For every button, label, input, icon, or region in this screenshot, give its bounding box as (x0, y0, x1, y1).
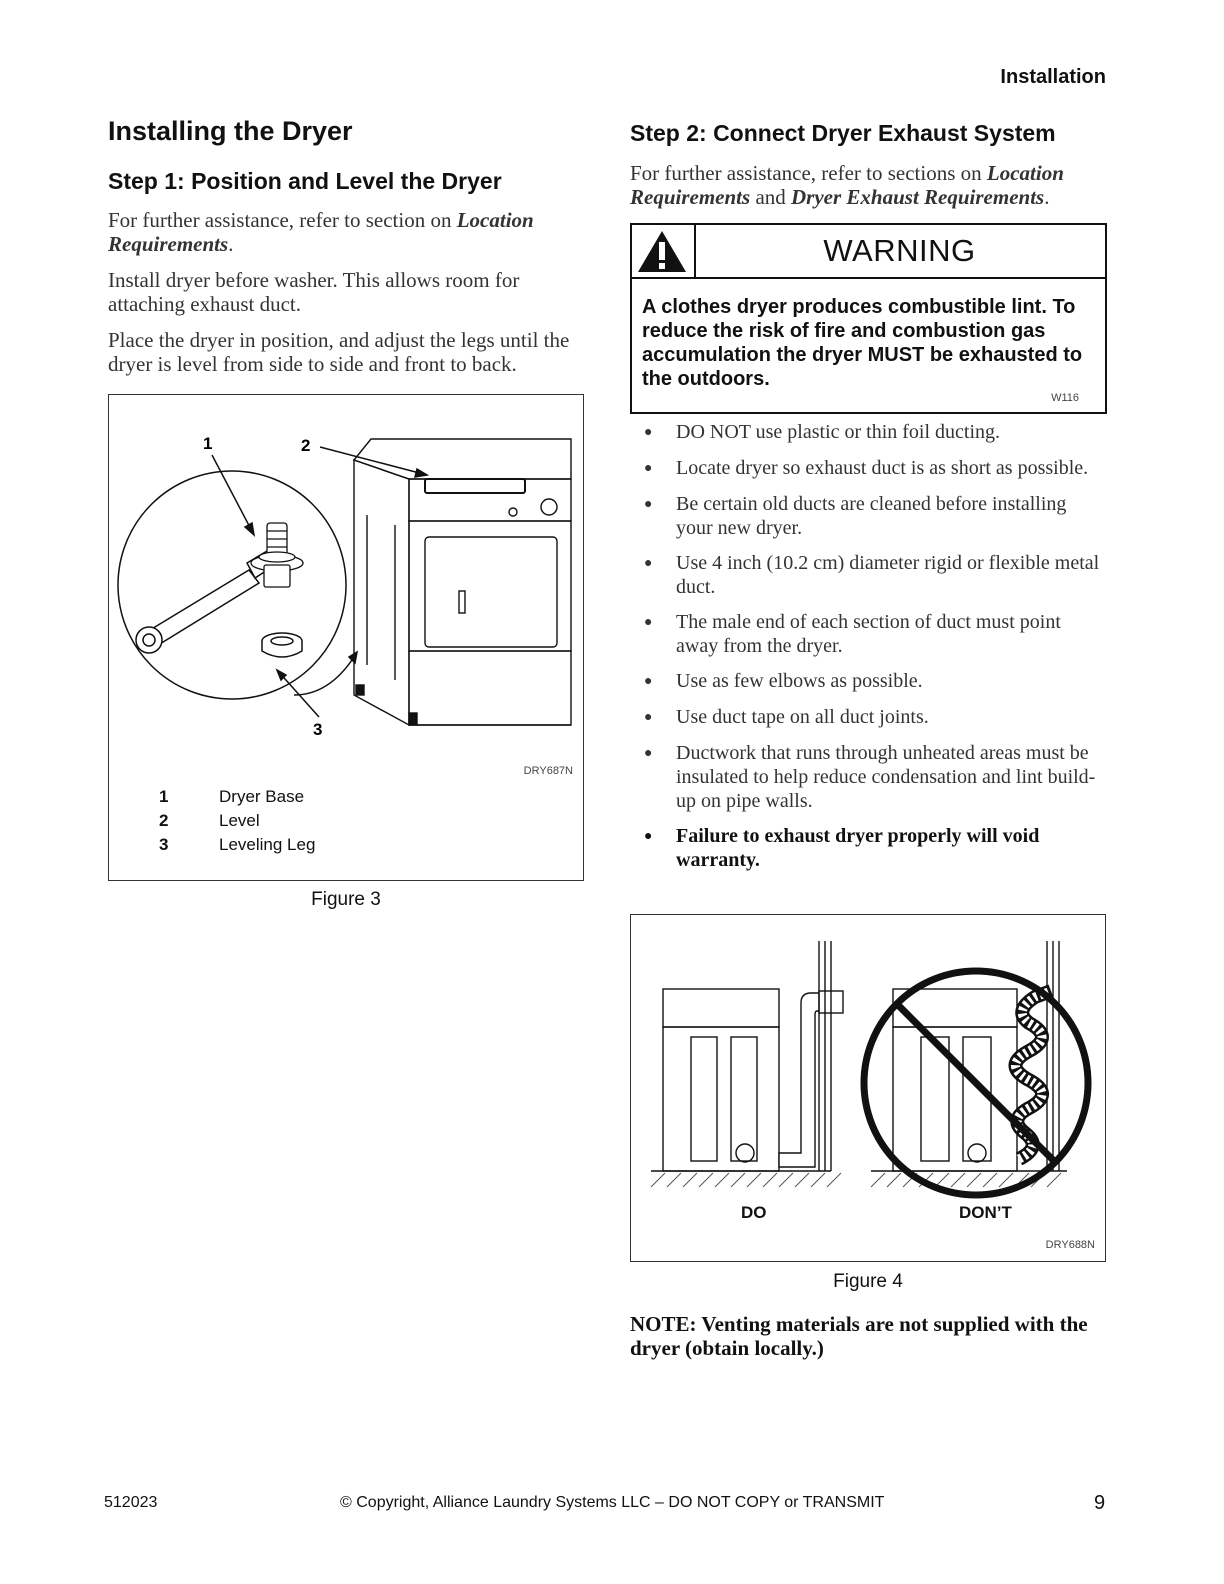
list-item-text: Failure to exhaust dryer properly will void warranty. (676, 825, 1040, 871)
leveling-leg-icon (251, 523, 303, 587)
legend-label: Leveling Leg (219, 835, 316, 854)
step2-intro (630, 161, 1100, 209)
list-item-text: Ductwork that runs through unheated areas must be insulated to help reduce condensation and lint build-up on pipe walls. (676, 742, 1096, 812)
dryer-leveling-illustration (109, 395, 583, 755)
list-item (644, 741, 1106, 813)
figure-4-caption: Figure 4 (833, 1271, 903, 1292)
list-item-text: Use as few elbows as possible. (676, 670, 923, 692)
list-item-text: Be certain old ducts are cleaned before installing your new dryer. (676, 493, 1067, 539)
dont-label: DON’T (959, 1203, 1012, 1222)
figure-3-legend (109, 785, 579, 857)
warning-code: W116 (1051, 392, 1079, 404)
legend-label: Dryer Base (219, 787, 305, 806)
list-item-text: Locate dryer so exhaust duct is as short as possible. (676, 457, 1089, 479)
step1-p1-end: . (228, 232, 234, 256)
callout-2-label: 2 (301, 436, 311, 455)
step2-intro-text: For further assistance, refer to sections on (630, 161, 987, 185)
location-requirements-ref[interactable]: Location Requirements (630, 161, 1064, 209)
list-item (644, 669, 1106, 694)
legend-number: 2 (159, 811, 169, 830)
figure-4-box (630, 914, 1106, 1262)
do-rigid-duct (779, 941, 843, 1171)
bullet-icon: ● (644, 674, 653, 689)
foot-pad-icon (262, 633, 302, 657)
duct-requirements-list (644, 420, 1106, 883)
list-item (644, 610, 1106, 658)
step1-paragraph-3: Place the dryer in position, and adjust the legs until the dryer is level from side to side and front to back. (108, 328, 570, 376)
page-number: 9 (1094, 1492, 1106, 1514)
floor-hatching (651, 1173, 1061, 1187)
figure-3-code: DRY687N (523, 765, 573, 777)
bullet-icon: ● (644, 556, 653, 571)
exhaust-do-dont-illustration (631, 915, 1105, 1215)
step2-intro-and: and (750, 185, 792, 209)
do-label: DO (741, 1203, 767, 1222)
step1-paragraph-1 (108, 208, 578, 256)
legend-number: 3 (159, 835, 169, 854)
warning-text: A clothes dryer produces combustible lint. To reduce the risk of fire and combustion gas accumulation the dryer MUST be exhausted to the outdoors. (642, 296, 1083, 390)
step2-intro-end: . (1044, 185, 1050, 209)
list-item (644, 456, 1106, 481)
step2-heading: Step 2: Connect Dryer Exhaust System (630, 120, 1056, 146)
page-title: Installing the Dryer (108, 116, 353, 146)
step1-p1-text: For further assistance, refer to section on (108, 208, 457, 232)
callout-1-label: 1 (203, 434, 213, 453)
figure-4-code: DRY688N (1045, 1239, 1095, 1251)
legend-row (109, 809, 579, 833)
figure-3-box (108, 394, 584, 881)
warning-box (630, 223, 1107, 414)
dryer-illustration (354, 439, 571, 725)
bullet-icon: ● (644, 461, 653, 476)
location-requirements-ref[interactable]: Location Requirements (108, 208, 534, 256)
bullet-icon: ● (644, 615, 653, 630)
warning-header (632, 225, 1105, 279)
legend-row (109, 785, 579, 809)
list-item (644, 551, 1106, 599)
bullet-icon: ● (644, 425, 653, 440)
list-item (644, 705, 1106, 730)
venting-note: NOTE: Venting materials are not supplied with the dryer (obtain locally.) (630, 1312, 1088, 1360)
list-item-text: DO NOT use plastic or thin foil ducting. (676, 421, 1001, 443)
bullet-icon: ● (644, 746, 653, 761)
bullet-icon: ● (644, 497, 653, 512)
list-item-text: Use 4 inch (10.2 cm) diameter rigid or flexible metal duct. (676, 552, 1100, 598)
list-item-warranty (644, 824, 1106, 872)
bullet-icon: ● (644, 710, 653, 725)
legend-number: 1 (159, 787, 169, 806)
warning-icon-cell (632, 225, 696, 277)
list-item-text: The male end of each section of duct must point away from the dryer. (676, 611, 1061, 657)
doc-number: 512023 (104, 1494, 158, 1511)
legend-label: Level (219, 811, 260, 830)
list-item (644, 420, 1106, 445)
step1-heading: Step 1: Position and Level the Dryer (108, 168, 502, 194)
step1-paragraph-2: Install dryer before washer. This allows room for attaching exhaust duct. (108, 268, 520, 316)
warning-triangle-icon (632, 225, 692, 277)
warning-title: WARNING (823, 233, 976, 268)
dryer-exhaust-requirements-ref[interactable]: Dryer Exhaust Requirements (791, 185, 1045, 209)
callout-3-label: 3 (313, 720, 323, 739)
legend-row (109, 833, 579, 857)
list-item-text: Use duct tape on all duct joints. (676, 706, 929, 728)
copyright-notice: © Copyright, Alliance Laundry Systems LLC – DO NOT COPY or TRANSMIT (340, 1494, 885, 1511)
bullet-icon: ● (644, 829, 653, 844)
section-header: Installation (1000, 66, 1106, 88)
list-item (644, 492, 1106, 540)
dont-dryer-illustration (871, 941, 1067, 1171)
figure-3-caption: Figure 3 (311, 889, 381, 910)
